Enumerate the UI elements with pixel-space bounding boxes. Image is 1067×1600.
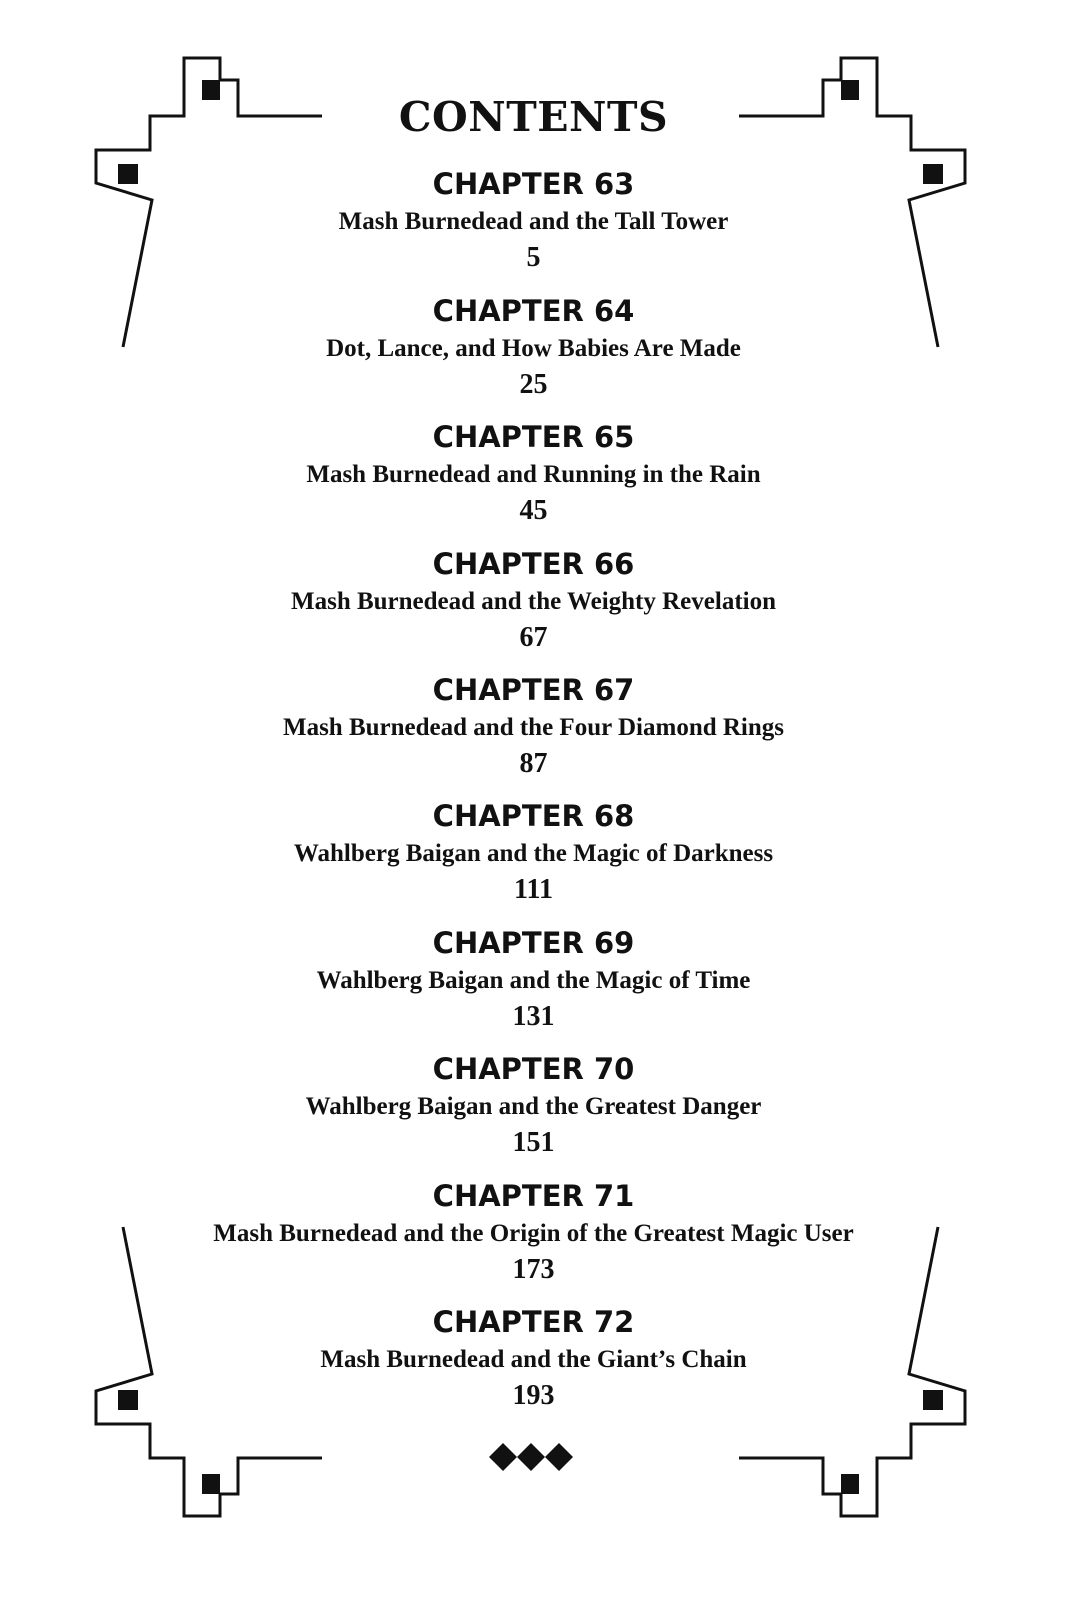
chapter-label: CHAPTER 67 bbox=[432, 673, 635, 707]
chapter-page-number: 87 bbox=[519, 748, 548, 779]
chapter-page-number: 5 bbox=[526, 242, 541, 273]
chapter-label: CHAPTER 65 bbox=[432, 420, 635, 454]
chapter-title: Wahlberg Baigan and the Magic of Time bbox=[316, 967, 751, 994]
toc-entry-70 bbox=[0, 1051, 1067, 1161]
chapter-page-number: 45 bbox=[519, 495, 548, 526]
toc-entry-66 bbox=[0, 546, 1067, 656]
chapter-title: Mash Burnedead and the Four Diamond Rings bbox=[282, 714, 785, 741]
chapter-label: CHAPTER 69 bbox=[432, 926, 635, 960]
chapter-title: Mash Burnedead and the Origin of the Greatest Magic User bbox=[213, 1220, 854, 1247]
toc-entry-64 bbox=[0, 293, 1067, 403]
toc-entry-65 bbox=[0, 419, 1067, 529]
toc-entry-63 bbox=[0, 166, 1067, 276]
chapter-page-number: 67 bbox=[519, 622, 548, 653]
chapter-title: Mash Burnedead and the Weighty Revelation bbox=[291, 588, 776, 615]
chapter-page-number: 173 bbox=[512, 1254, 555, 1285]
chapter-title: Wahlberg Baigan and the Magic of Darkness bbox=[293, 840, 774, 867]
chapter-title: Dot, Lance, and How Babies Are Made bbox=[326, 335, 741, 362]
chapter-page-number: 151 bbox=[512, 1127, 555, 1158]
chapter-page-number: 111 bbox=[514, 874, 553, 905]
three-diamonds-ornament-icon bbox=[489, 1441, 573, 1473]
toc-entry-69 bbox=[0, 925, 1067, 1035]
toc-entry-71 bbox=[0, 1178, 1067, 1288]
chapter-label: CHAPTER 66 bbox=[432, 547, 635, 581]
chapter-label: CHAPTER 64 bbox=[432, 294, 635, 328]
chapter-label: CHAPTER 72 bbox=[432, 1305, 635, 1339]
chapter-title: Mash Burnedead and the Giant’s Chain bbox=[320, 1346, 747, 1373]
chapter-page-number: 25 bbox=[519, 369, 548, 400]
toc-entry-68 bbox=[0, 798, 1067, 908]
page-title: CONTENTS bbox=[398, 93, 669, 141]
toc-entry-67 bbox=[0, 672, 1067, 782]
chapter-title: Wahlberg Baigan and the Greatest Danger bbox=[305, 1093, 762, 1120]
chapter-label: CHAPTER 63 bbox=[432, 167, 635, 201]
toc-entry-72 bbox=[0, 1304, 1067, 1414]
chapter-title: Mash Burnedead and the Tall Tower bbox=[338, 208, 729, 235]
chapter-page-number: 131 bbox=[512, 1001, 555, 1032]
chapter-page-number: 193 bbox=[512, 1380, 555, 1411]
chapter-label: CHAPTER 71 bbox=[432, 1179, 635, 1213]
chapter-title: Mash Burnedead and Running in the Rain bbox=[306, 461, 761, 488]
chapter-label: CHAPTER 68 bbox=[432, 799, 635, 833]
chapter-label: CHAPTER 70 bbox=[432, 1052, 635, 1086]
